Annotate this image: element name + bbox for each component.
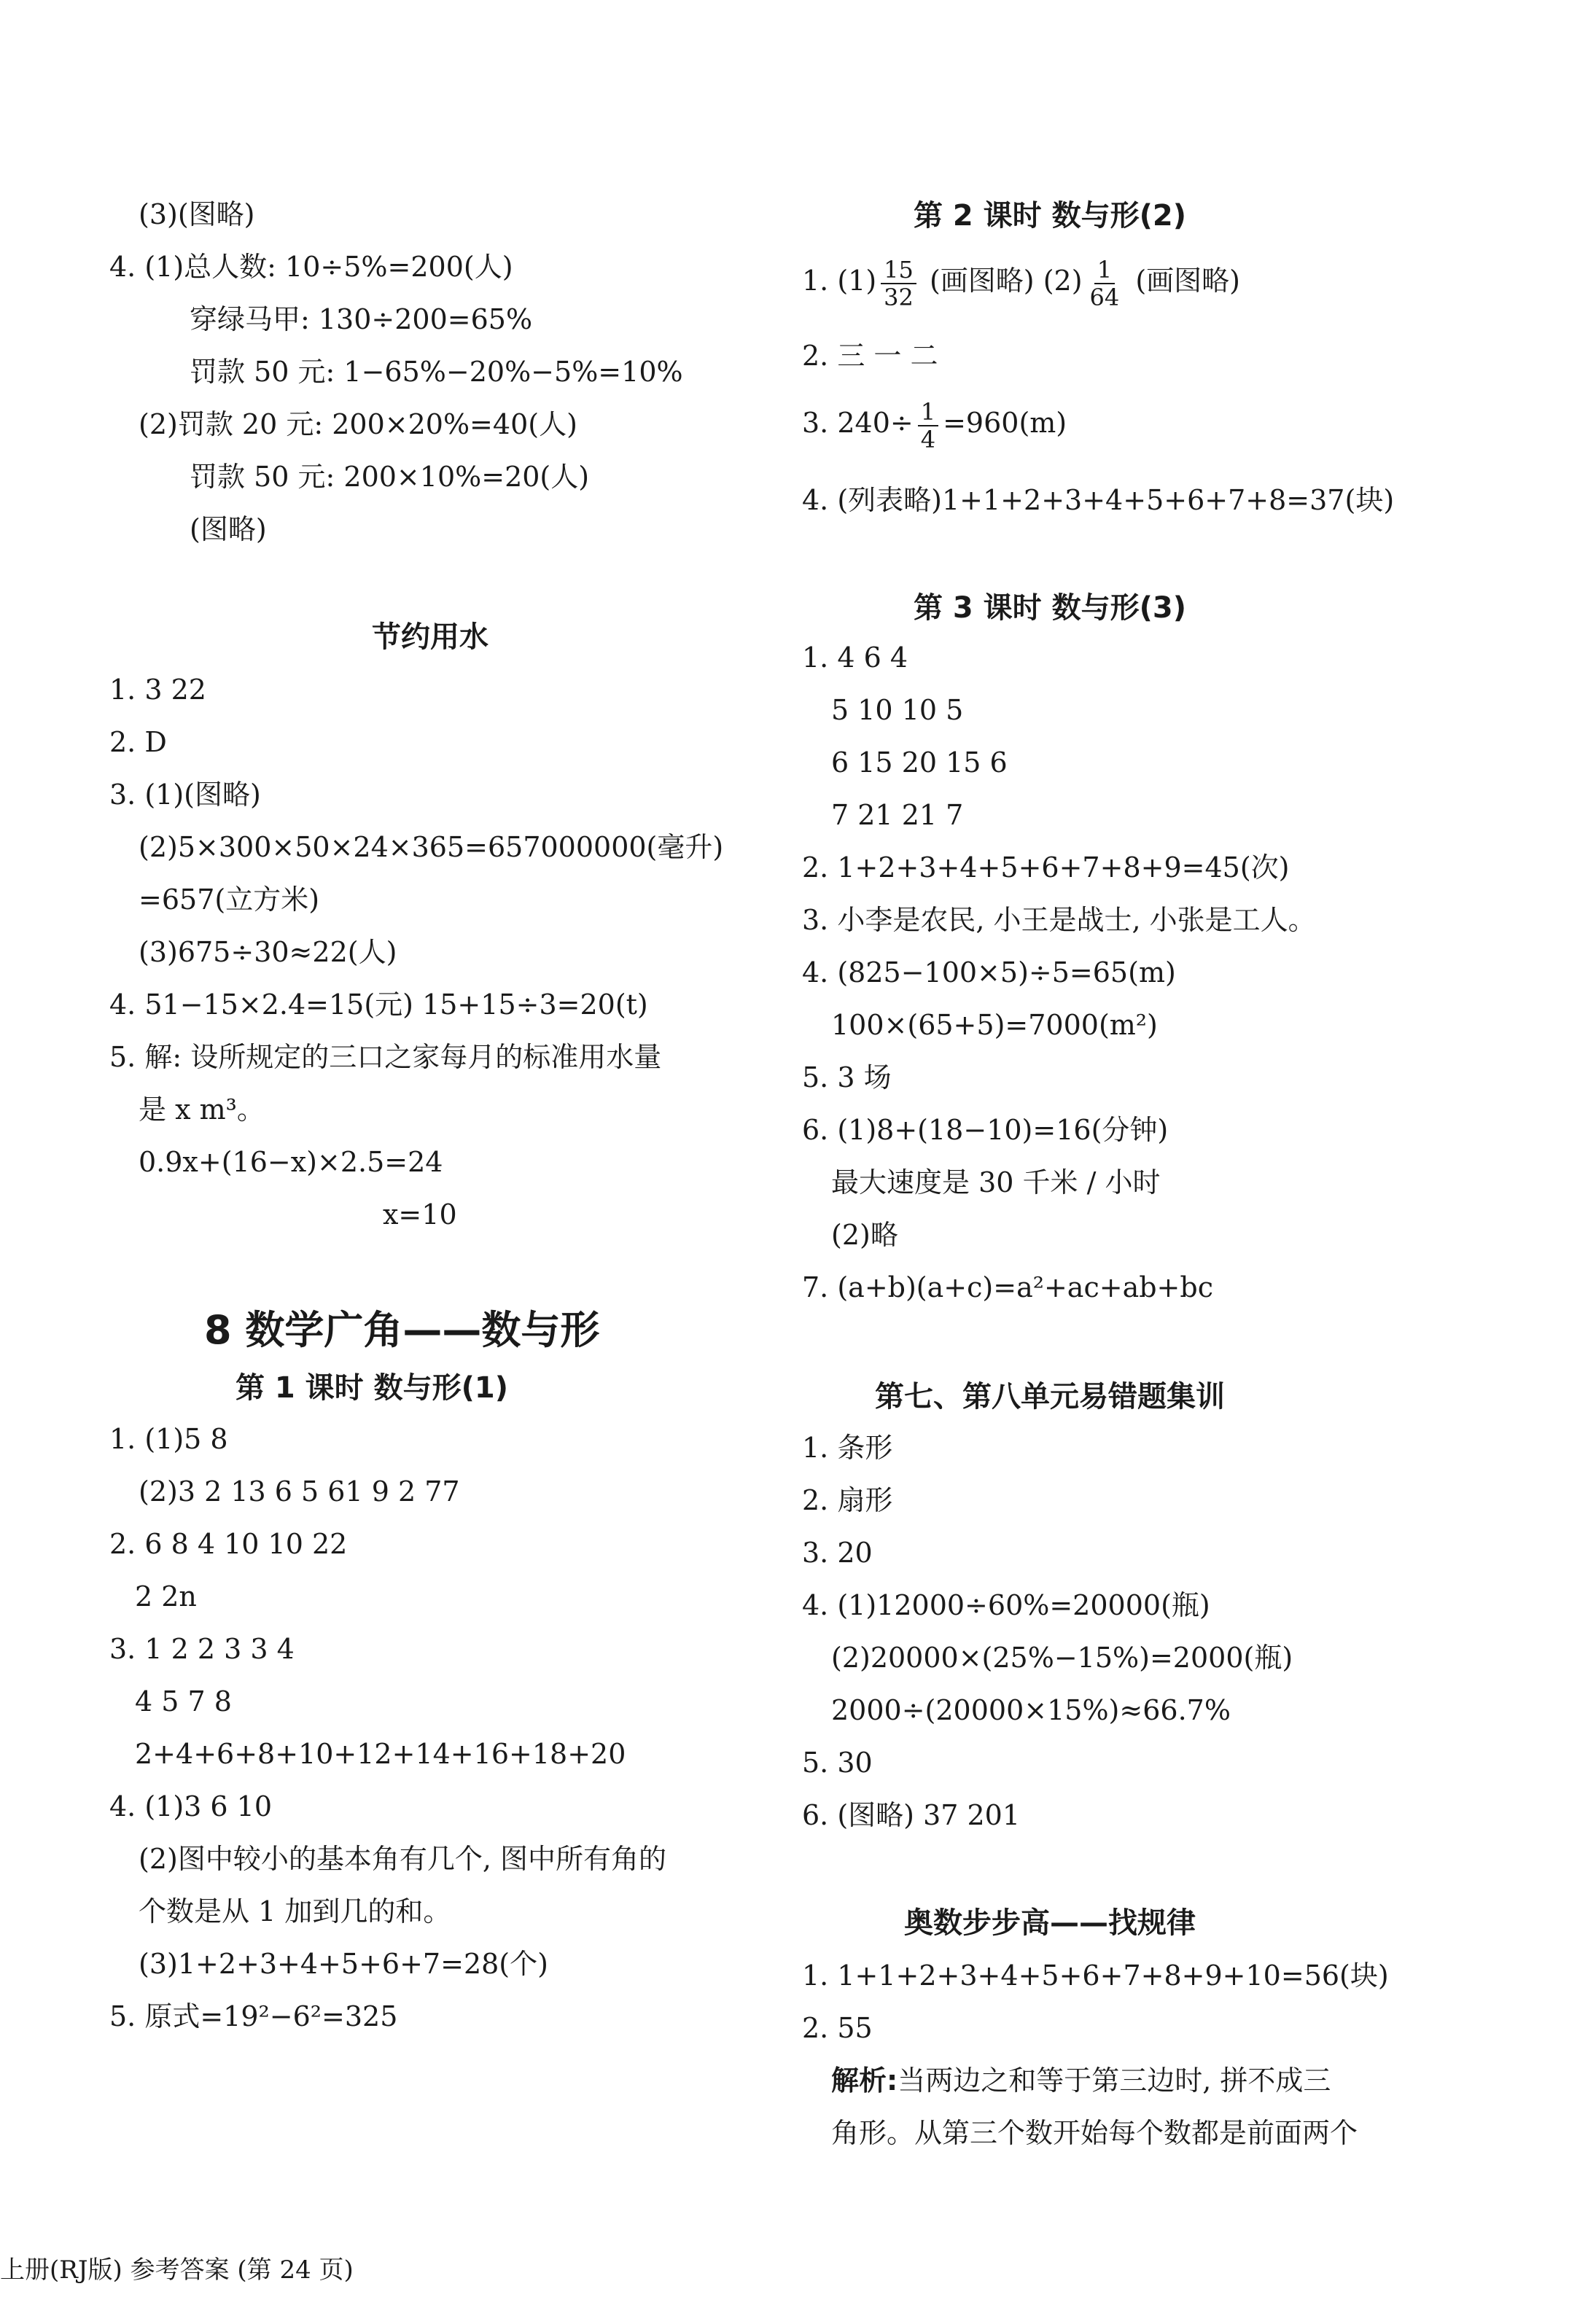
section-heading-errors: 第七、第八单元易错题集训 bbox=[875, 1380, 1225, 1413]
answer-line: 3. 小李是农民, 小王是战士, 小张是工人。 bbox=[802, 904, 1316, 936]
answer-line: 100×(65+5)=7000(m²) bbox=[831, 1009, 1158, 1041]
analysis-line bbox=[831, 2062, 1331, 2099]
answer-line: (3)675÷30≈22(人) bbox=[139, 936, 397, 968]
section-heading-olympiad: 奥数步步高——找规律 bbox=[904, 1906, 1196, 1940]
answer-line: 2+4+6+8+10+12+14+16+18+20 bbox=[135, 1738, 626, 1770]
answer-line: 6. (1)8+(18−10)=16(分钟) bbox=[802, 1114, 1169, 1146]
answer-line: 6 15 20 15 6 bbox=[831, 746, 1008, 779]
answer-line: 2. 55 bbox=[802, 2012, 873, 2044]
answer-line: 2 2n bbox=[135, 1580, 197, 1613]
answer-line: 4. (1)总人数: 10÷5%=200(人) bbox=[109, 251, 513, 283]
answer-line: 最大速度是 30 千米 / 小时 bbox=[831, 1166, 1161, 1198]
answer-line: 5. 30 bbox=[802, 1747, 873, 1779]
answer-line: 7 21 21 7 bbox=[831, 799, 964, 831]
answer-line: 1. 条形 bbox=[802, 1432, 893, 1464]
fraction-numerator: 1 bbox=[918, 399, 938, 426]
answer-line: 0.9x+(16−x)×2.5=24 bbox=[139, 1146, 443, 1178]
answer-line: 4. (列表略)1+1+2+3+4+5+6+7+8=37(块) bbox=[802, 484, 1395, 516]
answer-line: (图略) bbox=[190, 513, 267, 545]
answer-line: 6. (图略) 37 201 bbox=[802, 1799, 1021, 1831]
text: 3. 240÷ bbox=[802, 407, 914, 439]
fraction bbox=[1087, 257, 1123, 311]
answer-line: 2. 扇形 bbox=[802, 1484, 893, 1516]
answer-line: 2. 1+2+3+4+5+6+7+8+9=45(次) bbox=[802, 851, 1290, 884]
answer-line: 是 x m³。 bbox=[139, 1093, 265, 1126]
answer-line: x=10 bbox=[383, 1198, 457, 1231]
text: =960(m) bbox=[943, 407, 1067, 439]
answer-line: 2. 6 8 4 10 10 22 bbox=[109, 1528, 348, 1560]
answer-line: 1. 3 22 bbox=[109, 674, 206, 706]
text: (画图略) (2) bbox=[929, 265, 1083, 297]
fraction bbox=[881, 257, 916, 311]
answer-line: (2)20000×(25%−15%)=2000(瓶) bbox=[831, 1642, 1293, 1674]
answer-line: 罚款 50 元: 200×10%=20(人) bbox=[190, 461, 590, 493]
fraction bbox=[918, 399, 938, 453]
answer-line: 5 10 10 5 bbox=[831, 694, 964, 726]
answer-line: 5. 原式=19²−6²=325 bbox=[109, 2000, 398, 2032]
answer-line: 3. 1 2 2 3 3 4 bbox=[109, 1633, 295, 1665]
answer-line-fractions bbox=[802, 251, 1240, 310]
answer-line: (2)3 2 13 6 5 61 9 2 77 bbox=[139, 1475, 460, 1508]
answer-line: (3)1+2+3+4+5+6+7=28(个) bbox=[139, 1948, 548, 1980]
fraction-denominator: 64 bbox=[1089, 283, 1120, 311]
text: (画图略) bbox=[1135, 265, 1241, 297]
answer-line: (3)(图略) bbox=[139, 198, 255, 230]
answer-line: 2. 三 一 二 bbox=[802, 340, 938, 372]
analysis-text: 当两边之和等于第三边时, 拼不成三 bbox=[898, 2064, 1331, 2097]
answer-line: 4. 51−15×2.4=15(元) 15+15÷3=20(t) bbox=[109, 989, 648, 1021]
answer-line: 2. D bbox=[109, 726, 167, 758]
answer-line: 3. 20 bbox=[802, 1537, 873, 1569]
answer-line: =657(立方米) bbox=[139, 884, 320, 916]
answer-line: 7. (a+b)(a+c)=a²+ac+ab+bc bbox=[802, 1271, 1214, 1303]
answer-line: 2000÷(20000×15%)≈66.7% bbox=[831, 1694, 1231, 1726]
fraction-numerator: 1 bbox=[1094, 257, 1115, 284]
text: 1. (1) bbox=[802, 265, 877, 297]
answer-line: (2)略 bbox=[831, 1219, 898, 1251]
answer-line-fraction bbox=[802, 394, 1067, 452]
answer-line: 穿绿马甲: 130÷200=65% bbox=[190, 303, 533, 335]
fraction-denominator: 4 bbox=[920, 425, 936, 453]
answer-line: 1. (1)5 8 bbox=[109, 1423, 228, 1455]
lesson-heading-2: 第 2 课时 数与形(2) bbox=[913, 199, 1186, 233]
answer-line: 3. (1)(图略) bbox=[109, 779, 261, 811]
fraction-denominator: 32 bbox=[884, 283, 914, 311]
answer-line: 个数是从 1 加到几的和。 bbox=[139, 1895, 451, 1927]
section-heading-water: 节约用水 bbox=[372, 620, 488, 654]
answer-line: (2)图中较小的基本角有几个, 图中所有角的 bbox=[139, 1843, 666, 1875]
answer-line: 4. (1)12000÷60%=20000(瓶) bbox=[802, 1589, 1210, 1621]
answer-line: 1. 1+1+2+3+4+5+6+7+8+9+10=56(块) bbox=[802, 1960, 1389, 1992]
answer-line: 1. 4 6 4 bbox=[802, 642, 908, 674]
answer-line: (2)罚款 20 元: 200×20%=40(人) bbox=[139, 408, 577, 440]
unit-heading: 8 数学广角——数与形 bbox=[204, 1307, 600, 1353]
answer-line: 5. 解: 设所规定的三口之家每月的标准用水量 bbox=[109, 1041, 662, 1073]
lesson-heading-1: 第 1 课时 数与形(1) bbox=[235, 1371, 508, 1405]
answer-line: 5. 3 场 bbox=[802, 1061, 892, 1093]
page-footer: 上册(RJ版) 参考答案 (第 24 页) bbox=[0, 2255, 354, 2285]
lesson-heading-3: 第 3 课时 数与形(3) bbox=[913, 591, 1186, 625]
answer-line: 4. (825−100×5)÷5=65(m) bbox=[802, 956, 1176, 989]
fraction-numerator: 15 bbox=[881, 257, 916, 284]
analysis-label: 解析: bbox=[831, 2064, 898, 2097]
answer-line: 罚款 50 元: 1−65%−20%−5%=10% bbox=[190, 356, 683, 388]
analysis-line: 角形。从第三个数开始每个数都是前面两个 bbox=[831, 2117, 1358, 2149]
answer-line: (2)5×300×50×24×365=657000000(毫升) bbox=[139, 831, 724, 863]
answer-line: 4. (1)3 6 10 bbox=[109, 1790, 273, 1822]
answer-line: 4 5 7 8 bbox=[135, 1685, 232, 1717]
